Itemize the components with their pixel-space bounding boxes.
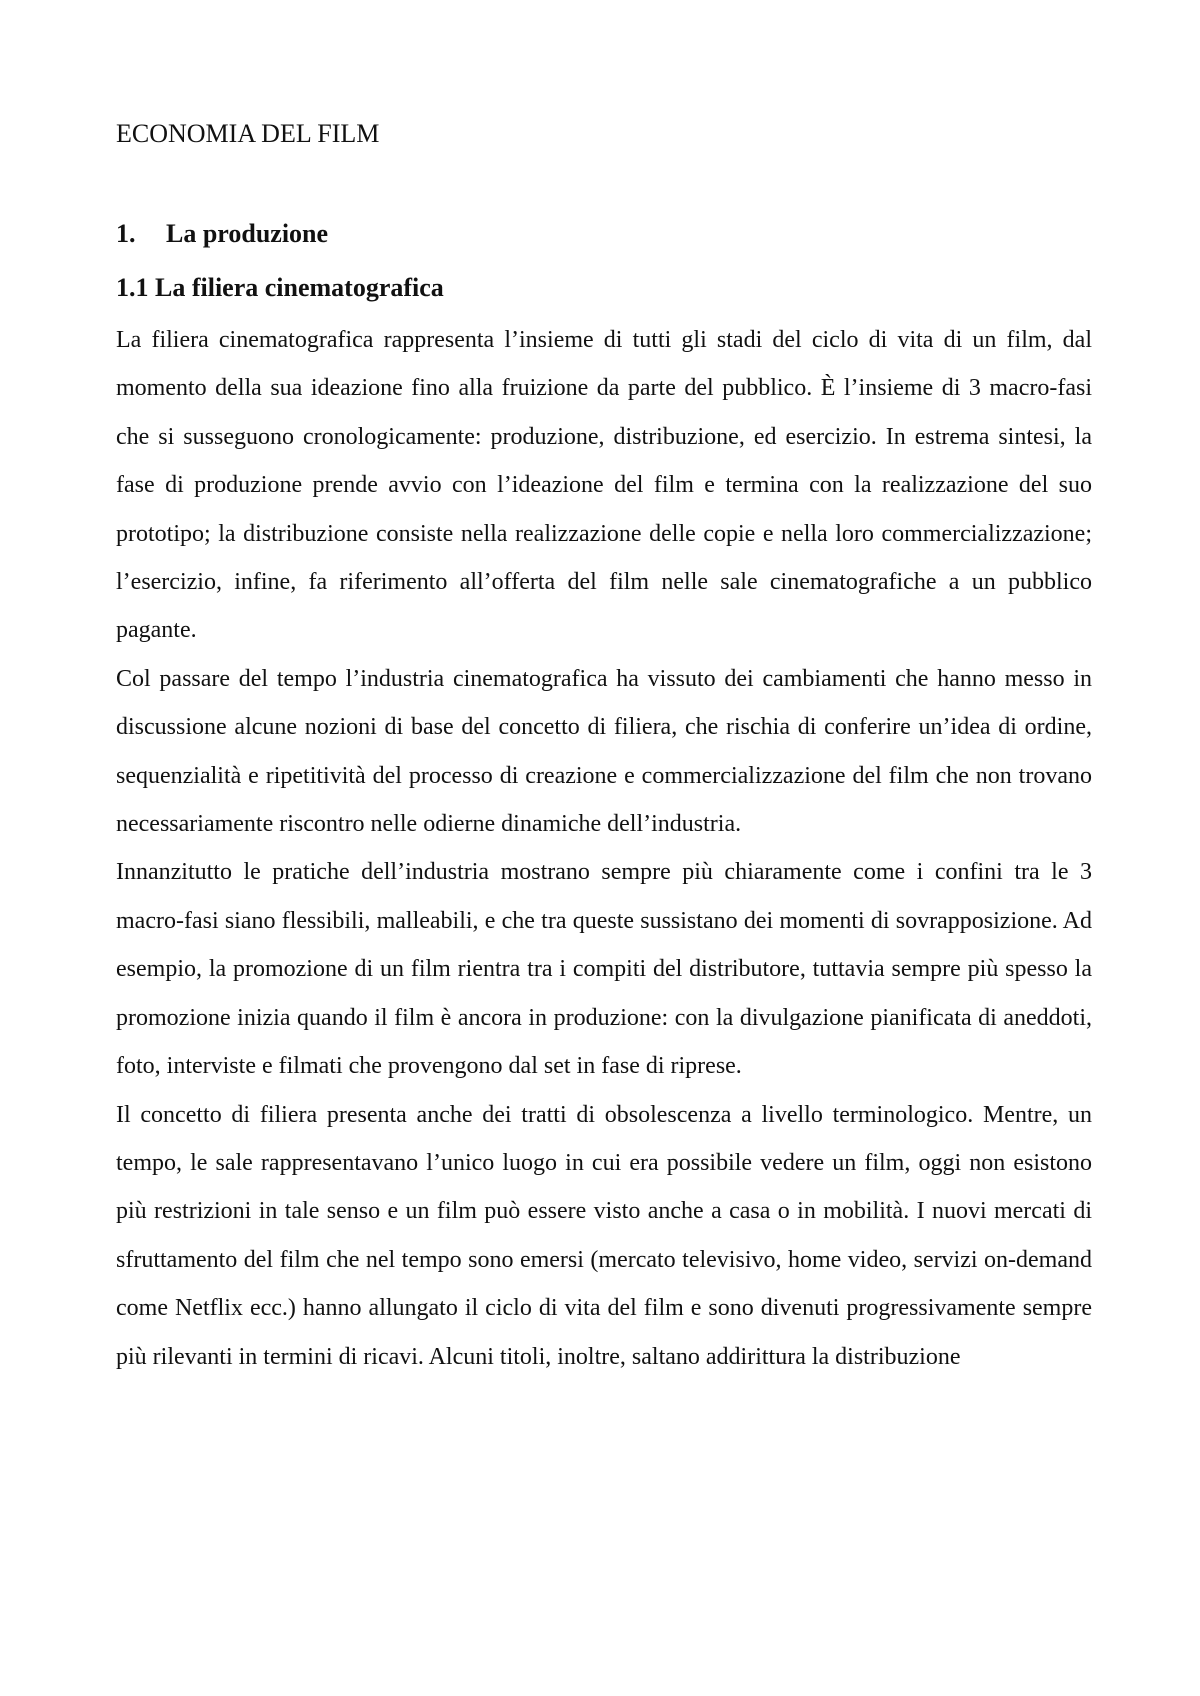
section-heading: [116, 216, 328, 252]
section-title: La produzione: [166, 219, 329, 248]
body-text: [116, 316, 1092, 1381]
paragraph: Innanzitutto le pratiche dell’industria mostrano sempre più chiaramente come i confini tra le 3 macro-fasi siano flessibili, malleabili, e che tra queste sussistano dei momenti di sovrapposizione. Ad esempio, la promozione di un film rientra tra i compiti del distributore, tuttavia sempre più spesso la promozione inizia quando il film è ancora in produzione: con la divulgazione pianificata di aneddoti, foto, interviste e filmati che provengono dal set in fase di riprese.: [116, 859, 1092, 1080]
subsection-heading: 1.1 La filiera cinematografica: [116, 273, 444, 302]
paragraph: La filiera cinematografica rappresenta l’insieme di tutti gli stadi del ciclo di vita di un film, dal momento della sua ideazione fino alla fruizione da parte del pubblico. È l’insieme di 3 macro-fasi che si susseguono cronologicamente: produzione, distribuzione, ed esercizio. In estrema sintesi, la fase di produzione prende avvio con l’ideazione del film e termina con la realizzazione del suo prototipo; la distribuzione consiste nella realizzazione delle copie e nella loro commercializzazione; l’esercizio, infine, fa riferimento all’offerta del film nelle sale cinematografiche a un pubblico pagante.: [116, 327, 1092, 644]
section-number: 1.: [116, 219, 136, 248]
paragraph: Col passare del tempo l’industria cinematografica ha vissuto dei cambiamenti che hanno messo in discussione alcune nozioni di base del concetto di filiera, che rischia di conferire un’idea di ordine, sequenzialità e ripetitività del processo di creazione e commercializzazione del film che non trovano necessariamente riscontro nelle odierne dinamiche dell’industria.: [116, 665, 1092, 838]
document-title: ECONOMIA DEL FILM: [116, 119, 380, 148]
paragraph: Il concetto di filiera presenta anche dei tratti di obsolescenza a livello terminologico. Mentre, un tempo, le sale rappresentavano l’unico luogo in cui era possibile vedere un film, oggi non esistono più restrizioni in tale senso e un film può essere visto anche a casa o in mobilità. I nuovi mercati di sfruttamento del film che nel tempo sono emersi (mercato televisivo, home video, servizi on-demand come Netflix ecc.) hanno allungato il ciclo di vita del film e sono divenuti progressivamente sempre più rilevanti in termini di ricavi. Alcuni titoli, inoltre, saltano addirittura la distribuzione: [116, 1101, 1092, 1370]
